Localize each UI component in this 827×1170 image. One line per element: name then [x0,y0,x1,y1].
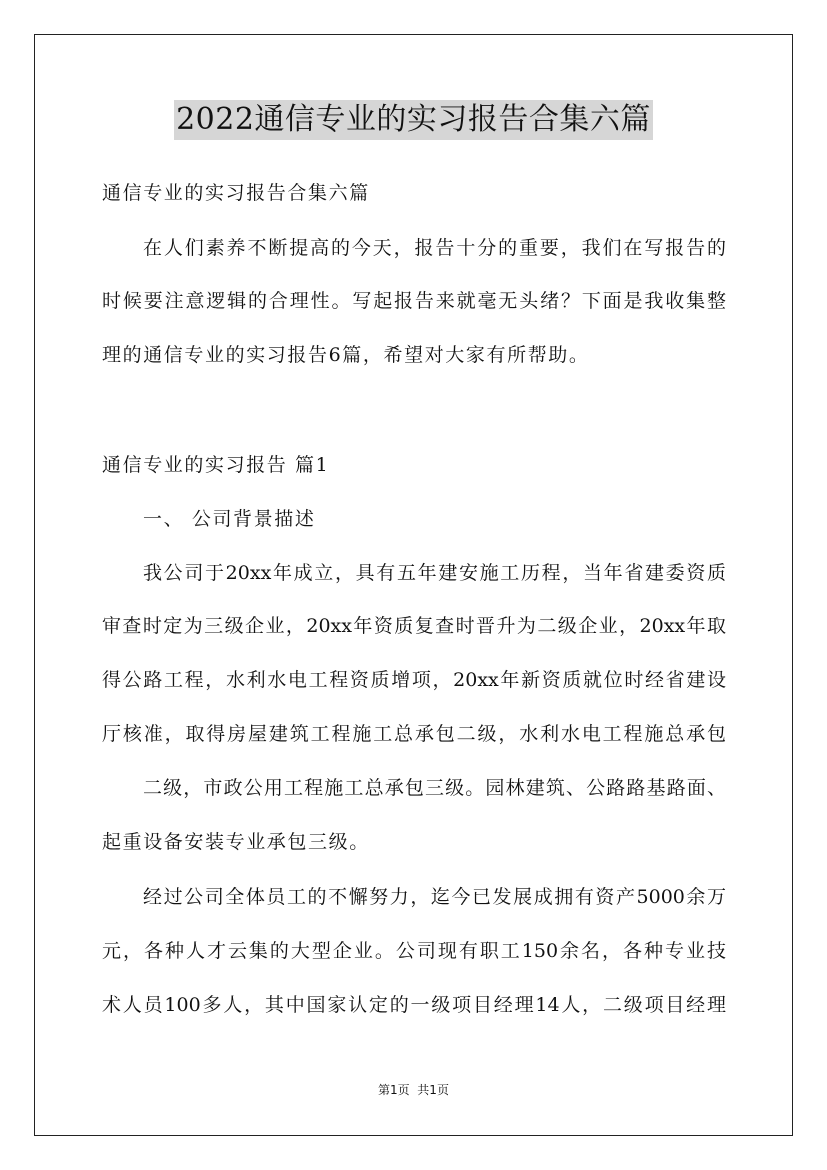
section-heading: 通信专业的实习报告 篇1 [102,454,330,476]
paragraph-1-line-3: 得公路工程，水利水电工程资质增项，20xx年新资质就位时经省建设 [102,669,726,691]
document-subtitle: 通信专业的实习报告合集六篇 [102,182,370,204]
intro-line-2: 时候要注意逻辑的合理性。写起报告来就毫无头绪？下面是我收集整 [102,290,726,312]
intro-line-1: 在人们素养不断提高的今天，报告十分的重要，我们在写报告的 [143,237,726,259]
subheading: 一、 公司背景描述 [143,508,316,530]
paragraph-1-line-1: 我公司于20xx年成立，具有五年建安施工历程，当年省建委资质 [143,562,726,584]
title-container [0,100,827,140]
paragraph-3-line-3: 术人员100多人，其中国家认定的一级项目经理14人，二级项目经理 [102,994,726,1016]
document-title: 2022通信专业的实习报告合集六篇 [174,100,653,140]
paragraph-2-line-1: 二级，市政公用工程施工总承包三级。园林建筑、公路路基路面、 [143,777,726,799]
page-footer: 第1页 共1页 [378,1083,449,1097]
paragraph-1-line-4: 厅核准，取得房屋建筑工程施工总承包二级，水利水电工程施总承包 [102,723,726,745]
paragraph-2-line-2: 起重设备安装专业承包三级。 [102,831,370,853]
intro-line-3: 理的通信专业的实习报告6篇，希望对大家有所帮助。 [102,344,590,366]
paragraph-3-line-1: 经过公司全体员工的不懈努力，迄今已发展成拥有资产5000余万 [143,886,726,908]
paragraph-1-line-2: 审查时定为三级企业，20xx年资质复查时晋升为二级企业，20xx年取 [102,615,726,637]
paragraph-3-line-2: 元，各种人才云集的大型企业。公司现有职工150余名，各种专业技 [102,940,726,962]
